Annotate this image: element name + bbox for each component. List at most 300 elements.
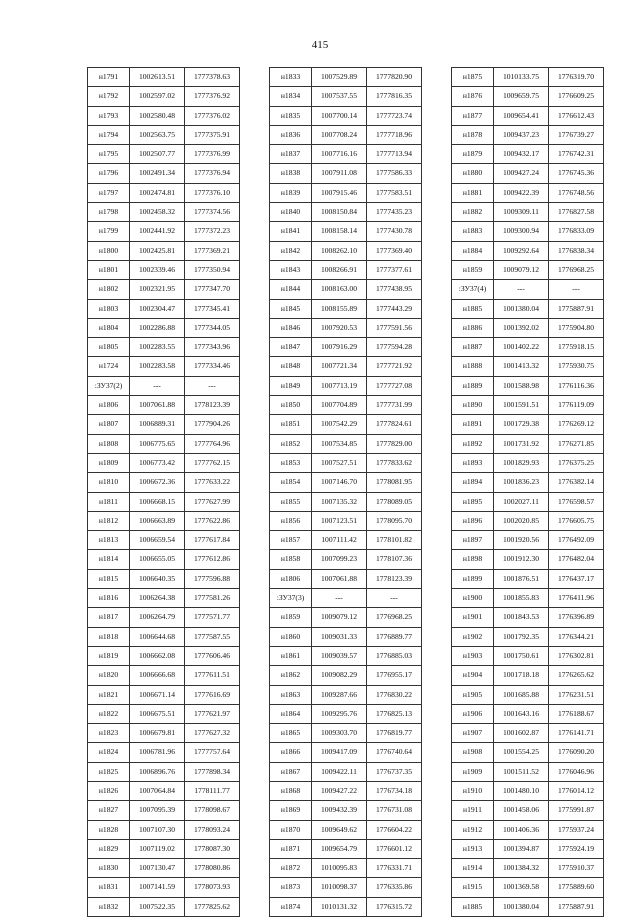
y-coordinate-cell: 1778107.36	[367, 550, 422, 569]
x-coordinate-cell: 1002020.85	[494, 511, 549, 530]
point-id-cell: н1850	[270, 396, 312, 415]
point-id-cell: н1868	[270, 781, 312, 800]
y-coordinate-cell: 1775930.75	[549, 357, 604, 376]
y-coordinate-cell: 1778080.86	[185, 859, 240, 878]
point-id-cell: н1859	[270, 608, 312, 627]
y-coordinate-cell: 1777376.94	[185, 164, 240, 183]
point-id-cell: н1809	[88, 453, 130, 472]
y-coordinate-cell: 1776609.25	[549, 87, 604, 106]
x-coordinate-cell: 1006640.35	[130, 569, 185, 588]
y-coordinate-cell: 1777581.26	[185, 589, 240, 608]
y-coordinate-cell: 1777718.96	[367, 125, 422, 144]
point-id-cell: н1908	[452, 743, 494, 762]
y-coordinate-cell: 1777727.08	[367, 376, 422, 395]
table-row	[88, 589, 240, 608]
table-row	[88, 608, 240, 627]
point-id-cell: н1823	[88, 724, 130, 743]
y-coordinate-cell: 1776827.58	[549, 203, 604, 222]
point-id-cell: н1873	[270, 878, 312, 897]
y-coordinate-cell: 1776598.57	[549, 492, 604, 511]
table-row	[270, 260, 422, 279]
x-coordinate-cell: 1001731.92	[494, 434, 549, 453]
x-coordinate-cell: 1009422.39	[494, 183, 549, 202]
table-row	[452, 897, 604, 916]
x-coordinate-cell: 1001588.98	[494, 376, 549, 395]
table-row	[88, 666, 240, 685]
table-row	[452, 878, 604, 897]
y-coordinate-cell: 1777616.69	[185, 685, 240, 704]
x-coordinate-cell: 1009427.22	[312, 781, 367, 800]
table-row	[270, 878, 422, 897]
table-row	[270, 87, 422, 106]
y-coordinate-cell: 1775887.91	[549, 299, 604, 318]
y-coordinate-cell: 1776745.36	[549, 164, 604, 183]
y-coordinate-cell: 1776382.14	[549, 473, 604, 492]
y-coordinate-cell: 1776319.70	[549, 68, 604, 87]
x-coordinate-cell: 1010098.37	[312, 878, 367, 897]
point-id-cell: н1847	[270, 338, 312, 357]
table-row	[452, 318, 604, 337]
x-coordinate-cell: 1007708.24	[312, 125, 367, 144]
x-coordinate-cell: 1001458.06	[494, 801, 549, 820]
table-row	[270, 511, 422, 530]
point-id-cell: н1882	[452, 203, 494, 222]
table-row	[270, 781, 422, 800]
table-row	[88, 859, 240, 878]
point-id-cell: н1724	[88, 357, 130, 376]
x-coordinate-cell: 1001718.18	[494, 666, 549, 685]
y-coordinate-cell: 1776605.75	[549, 511, 604, 530]
x-coordinate-cell: 1006662.08	[130, 646, 185, 665]
point-id-cell: н1887	[452, 338, 494, 357]
table-row	[270, 743, 422, 762]
x-coordinate-cell: 1008262.10	[312, 241, 367, 260]
x-coordinate-cell: 1007920.53	[312, 318, 367, 337]
table-row	[452, 299, 604, 318]
x-coordinate-cell: 1001792.35	[494, 627, 549, 646]
x-coordinate-cell: 1007527.51	[312, 453, 367, 472]
table-row	[88, 820, 240, 839]
x-coordinate-cell: 1001394.87	[494, 839, 549, 858]
y-coordinate-cell: 1776271.85	[549, 434, 604, 453]
y-coordinate-cell: 1777586.33	[367, 164, 422, 183]
x-coordinate-cell: 1007721.34	[312, 357, 367, 376]
table-row	[88, 125, 240, 144]
y-coordinate-cell: 1778123.39	[185, 396, 240, 415]
y-coordinate-cell: 1777350.94	[185, 260, 240, 279]
table-row	[88, 550, 240, 569]
table-row	[88, 183, 240, 202]
point-id-cell: н1836	[270, 125, 312, 144]
point-id-cell: н1828	[88, 820, 130, 839]
point-id-cell: н1870	[270, 820, 312, 839]
x-coordinate-cell: 1009437.23	[494, 125, 549, 144]
point-id-cell: н1825	[88, 762, 130, 781]
y-coordinate-cell: 1775924.19	[549, 839, 604, 858]
table-row	[452, 357, 604, 376]
x-coordinate-cell: 1002283.58	[130, 357, 185, 376]
x-coordinate-cell: 1001406.36	[494, 820, 549, 839]
table-row	[270, 724, 422, 743]
x-coordinate-cell: 1007529.89	[312, 68, 367, 87]
table-row	[452, 704, 604, 723]
y-coordinate-cell: 1777438.95	[367, 280, 422, 299]
x-coordinate-cell: 1009649.62	[312, 820, 367, 839]
table-row	[452, 627, 604, 646]
table-row	[88, 164, 240, 183]
point-id-cell: н1886	[452, 318, 494, 337]
y-coordinate-cell: 1776269.12	[549, 415, 604, 434]
table-row	[452, 608, 604, 627]
y-coordinate-cell: 1776437.17	[549, 569, 604, 588]
y-coordinate-cell: 1777376.10	[185, 183, 240, 202]
point-id-cell: н1831	[88, 878, 130, 897]
table-row	[88, 434, 240, 453]
point-id-cell: н1897	[452, 531, 494, 550]
point-id-cell: н1877	[452, 106, 494, 125]
table-row	[270, 685, 422, 704]
table-row	[452, 280, 604, 299]
y-coordinate-cell: 1777820.90	[367, 68, 422, 87]
table-row	[452, 666, 604, 685]
point-id-cell: н1879	[452, 145, 494, 164]
y-coordinate-cell: 1776482.04	[549, 550, 604, 569]
x-coordinate-cell: 1006679.81	[130, 724, 185, 743]
x-coordinate-cell: 1009295.76	[312, 704, 367, 723]
x-coordinate-cell: 1006775.65	[130, 434, 185, 453]
y-coordinate-cell: 1777376.99	[185, 145, 240, 164]
x-coordinate-cell: 1002613.51	[130, 68, 185, 87]
y-coordinate-cell: 1776411.96	[549, 589, 604, 608]
x-coordinate-cell: 1007061.88	[130, 396, 185, 415]
y-coordinate-cell: 1776601.12	[367, 839, 422, 858]
point-id-cell: н1865	[270, 724, 312, 743]
table-row	[452, 531, 604, 550]
table-row	[88, 280, 240, 299]
x-coordinate-cell: 1009654.79	[312, 839, 367, 858]
table-row	[270, 396, 422, 415]
table-row	[88, 260, 240, 279]
point-id-cell: н1858	[270, 550, 312, 569]
x-coordinate-cell: 1006773.42	[130, 453, 185, 472]
y-coordinate-cell: 1775991.87	[549, 801, 604, 820]
x-coordinate-cell: 1009303.70	[312, 724, 367, 743]
table-row	[270, 376, 422, 395]
x-coordinate-cell: 1006781.96	[130, 743, 185, 762]
y-coordinate-cell: 1776231.51	[549, 685, 604, 704]
point-id-cell: н1796	[88, 164, 130, 183]
table-row	[270, 145, 422, 164]
y-coordinate-cell: ---	[367, 589, 422, 608]
table-row	[452, 685, 604, 704]
table-row	[88, 743, 240, 762]
point-id-cell: н1869	[270, 801, 312, 820]
y-coordinate-cell: 1778089.05	[367, 492, 422, 511]
y-coordinate-cell: 1776302.81	[549, 646, 604, 665]
x-coordinate-cell: 1001750.61	[494, 646, 549, 665]
table-row	[270, 473, 422, 492]
y-coordinate-cell: 1775910.37	[549, 859, 604, 878]
table-row	[88, 492, 240, 511]
table-row	[88, 569, 240, 588]
point-id-cell: н1816	[88, 589, 130, 608]
point-id-cell: н1878	[452, 125, 494, 144]
table-row	[270, 531, 422, 550]
table-row	[270, 589, 422, 608]
table-row	[270, 222, 422, 241]
point-id-cell: н1875	[452, 68, 494, 87]
point-id-cell: н1902	[452, 627, 494, 646]
x-coordinate-cell: 1001380.04	[494, 897, 549, 916]
y-coordinate-cell: 1776612.43	[549, 106, 604, 125]
y-coordinate-cell: 1778123.39	[367, 569, 422, 588]
y-coordinate-cell: 1776090.20	[549, 743, 604, 762]
point-id-cell: н1810	[88, 473, 130, 492]
point-id-cell: н1904	[452, 666, 494, 685]
point-id-cell: н1885	[452, 897, 494, 916]
x-coordinate-cell: 1002425.81	[130, 241, 185, 260]
x-coordinate-cell: 1002027.11	[494, 492, 549, 511]
y-coordinate-cell: 1777594.28	[367, 338, 422, 357]
y-coordinate-cell: 1777731.99	[367, 396, 422, 415]
table-row	[452, 743, 604, 762]
table-row	[270, 164, 422, 183]
y-coordinate-cell: 1776737.35	[367, 762, 422, 781]
y-coordinate-cell: 1777345.41	[185, 299, 240, 318]
x-coordinate-cell: 1009079.12	[312, 608, 367, 627]
point-id-cell: н1830	[88, 859, 130, 878]
y-coordinate-cell: 1776740.64	[367, 743, 422, 762]
point-id-cell: н1851	[270, 415, 312, 434]
table-row	[88, 376, 240, 395]
y-coordinate-cell: 1776885.03	[367, 646, 422, 665]
table-row	[452, 145, 604, 164]
table-row	[270, 897, 422, 916]
point-id-cell: н1835	[270, 106, 312, 125]
y-coordinate-cell: 1777612.86	[185, 550, 240, 569]
table-row	[270, 415, 422, 434]
x-coordinate-cell: 1001876.51	[494, 569, 549, 588]
y-coordinate-cell: 1776819.77	[367, 724, 422, 743]
table-row	[452, 338, 604, 357]
y-coordinate-cell: 1777833.62	[367, 453, 422, 472]
y-coordinate-cell: 1777596.88	[185, 569, 240, 588]
x-coordinate-cell: 1001829.93	[494, 453, 549, 472]
y-coordinate-cell: 1777372.23	[185, 222, 240, 241]
table-row	[88, 897, 240, 916]
point-id-cell: н1899	[452, 569, 494, 588]
table-row	[88, 839, 240, 858]
table-row	[270, 666, 422, 685]
y-coordinate-cell: 1775904.80	[549, 318, 604, 337]
y-coordinate-cell: 1777829.00	[367, 434, 422, 453]
x-coordinate-cell: ---	[494, 280, 549, 299]
table-row	[88, 338, 240, 357]
y-coordinate-cell: 1776968.25	[367, 608, 422, 627]
x-coordinate-cell: 1007130.47	[130, 859, 185, 878]
point-id-cell: н1826	[88, 781, 130, 800]
x-coordinate-cell: 1009309.11	[494, 203, 549, 222]
y-coordinate-cell: 1775889.60	[549, 878, 604, 897]
y-coordinate-cell: ---	[549, 280, 604, 299]
point-id-cell: н1866	[270, 743, 312, 762]
x-coordinate-cell: 1007064.84	[130, 781, 185, 800]
table-row	[452, 203, 604, 222]
table-row	[452, 434, 604, 453]
table-row	[88, 878, 240, 897]
table-row	[452, 550, 604, 569]
table-row	[88, 415, 240, 434]
x-coordinate-cell: 1007534.85	[312, 434, 367, 453]
y-coordinate-cell: 1776739.27	[549, 125, 604, 144]
y-coordinate-cell: 1777622.86	[185, 511, 240, 530]
point-id-cell: н1852	[270, 434, 312, 453]
point-id-cell: н1842	[270, 241, 312, 260]
y-coordinate-cell: 1777377.61	[367, 260, 422, 279]
y-coordinate-cell: 1776141.71	[549, 724, 604, 743]
point-id-cell: н1888	[452, 357, 494, 376]
y-coordinate-cell: 1777621.97	[185, 704, 240, 723]
table-row	[270, 550, 422, 569]
y-coordinate-cell: ---	[185, 376, 240, 395]
y-coordinate-cell: 1777376.02	[185, 106, 240, 125]
table-row	[452, 646, 604, 665]
point-id-cell: н1889	[452, 376, 494, 395]
x-coordinate-cell: 1002563.75	[130, 125, 185, 144]
y-coordinate-cell: 1777606.46	[185, 646, 240, 665]
table-row	[452, 859, 604, 878]
point-id-cell: н1892	[452, 434, 494, 453]
x-coordinate-cell: 1008155.89	[312, 299, 367, 318]
table-row	[88, 704, 240, 723]
x-coordinate-cell: 1001591.51	[494, 396, 549, 415]
x-coordinate-cell: 1009432.17	[494, 145, 549, 164]
x-coordinate-cell: 1006671.14	[130, 685, 185, 704]
point-id-cell: н1901	[452, 608, 494, 627]
point-id-cell: н1813	[88, 531, 130, 550]
y-coordinate-cell: 1777611.51	[185, 666, 240, 685]
point-id-cell: н1791	[88, 68, 130, 87]
point-id-cell: н1876	[452, 87, 494, 106]
point-id-cell: н1833	[270, 68, 312, 87]
x-coordinate-cell: 1001384.32	[494, 859, 549, 878]
point-id-cell: н1861	[270, 646, 312, 665]
point-id-cell: н1893	[452, 453, 494, 472]
table-row	[270, 646, 422, 665]
point-id-cell: н1884	[452, 241, 494, 260]
y-coordinate-cell: 1778101.82	[367, 531, 422, 550]
x-coordinate-cell: 1009659.75	[494, 87, 549, 106]
x-coordinate-cell: 1002339.46	[130, 260, 185, 279]
point-id-cell: н1913	[452, 839, 494, 858]
x-coordinate-cell: 1002491.34	[130, 164, 185, 183]
y-coordinate-cell: 1777816.35	[367, 87, 422, 106]
table-row	[452, 376, 604, 395]
table-row	[452, 589, 604, 608]
x-coordinate-cell: 1009417.09	[312, 743, 367, 762]
x-coordinate-cell: 1006672.36	[130, 473, 185, 492]
y-coordinate-cell: 1776116.36	[549, 376, 604, 395]
y-coordinate-cell: 1777591.56	[367, 318, 422, 337]
point-id-cell: н1804	[88, 318, 130, 337]
table-row	[452, 106, 604, 125]
table-row	[88, 685, 240, 704]
y-coordinate-cell: 1776188.67	[549, 704, 604, 723]
y-coordinate-cell: 1777764.96	[185, 434, 240, 453]
point-id-cell: н1907	[452, 724, 494, 743]
x-coordinate-cell: 1007061.88	[312, 569, 367, 588]
x-coordinate-cell: 1009432.39	[312, 801, 367, 820]
point-id-cell: н1840	[270, 203, 312, 222]
x-coordinate-cell: 1001380.04	[494, 299, 549, 318]
x-coordinate-cell: 1010133.75	[494, 68, 549, 87]
table-row	[88, 357, 240, 376]
x-coordinate-cell: 1007119.02	[130, 839, 185, 858]
y-coordinate-cell: 1775937.24	[549, 820, 604, 839]
x-coordinate-cell: 1007099.23	[312, 550, 367, 569]
point-id-cell: н1839	[270, 183, 312, 202]
y-coordinate-cell: 1777571.77	[185, 608, 240, 627]
x-coordinate-cell: 1001511.52	[494, 762, 549, 781]
x-coordinate-cell: 1009287.66	[312, 685, 367, 704]
table-row	[88, 453, 240, 472]
coordinates-table-2	[269, 67, 422, 917]
y-coordinate-cell: 1776331.71	[367, 859, 422, 878]
y-coordinate-cell: 1776830.22	[367, 685, 422, 704]
x-coordinate-cell: 1002321.95	[130, 280, 185, 299]
x-coordinate-cell: 1007522.35	[130, 897, 185, 916]
point-id-cell: н1841	[270, 222, 312, 241]
y-coordinate-cell: 1777583.51	[367, 183, 422, 202]
y-coordinate-cell: 1776833.09	[549, 222, 604, 241]
page-number: 415	[311, 39, 329, 51]
y-coordinate-cell: 1776731.08	[367, 801, 422, 820]
x-coordinate-cell: 1008163.00	[312, 280, 367, 299]
x-coordinate-cell: 1007111.42	[312, 531, 367, 550]
y-coordinate-cell: 1778095.70	[367, 511, 422, 530]
y-coordinate-cell: 1777375.91	[185, 125, 240, 144]
point-id-cell: н1912	[452, 820, 494, 839]
x-coordinate-cell: 1009654.41	[494, 106, 549, 125]
x-coordinate-cell: 1002507.77	[130, 145, 185, 164]
y-coordinate-cell: 1778098.67	[185, 801, 240, 820]
point-id-cell: н1832	[88, 897, 130, 916]
x-coordinate-cell: 1009292.64	[494, 241, 549, 260]
table-row	[270, 299, 422, 318]
x-coordinate-cell: 1007716.16	[312, 145, 367, 164]
point-id-cell: н1793	[88, 106, 130, 125]
coordinates-table-1	[87, 67, 240, 917]
table-row	[88, 511, 240, 530]
table-row	[452, 87, 604, 106]
x-coordinate-cell: 1001912.30	[494, 550, 549, 569]
point-id-cell: н1894	[452, 473, 494, 492]
x-coordinate-cell: 1006655.05	[130, 550, 185, 569]
x-coordinate-cell: 1002580.48	[130, 106, 185, 125]
y-coordinate-cell: 1776604.22	[367, 820, 422, 839]
point-id-cell: н1846	[270, 318, 312, 337]
y-coordinate-cell: 1777374.56	[185, 203, 240, 222]
point-id-cell: н1872	[270, 859, 312, 878]
table-row	[88, 68, 240, 87]
y-coordinate-cell: 1777378.63	[185, 68, 240, 87]
x-coordinate-cell: 1009039.57	[312, 646, 367, 665]
y-coordinate-cell: 1777435.23	[367, 203, 422, 222]
point-id-cell: н1799	[88, 222, 130, 241]
point-id-cell: н1806	[88, 396, 130, 415]
point-id-cell: :ЗУ37(3)	[270, 589, 312, 608]
x-coordinate-cell: 1006663.89	[130, 511, 185, 530]
